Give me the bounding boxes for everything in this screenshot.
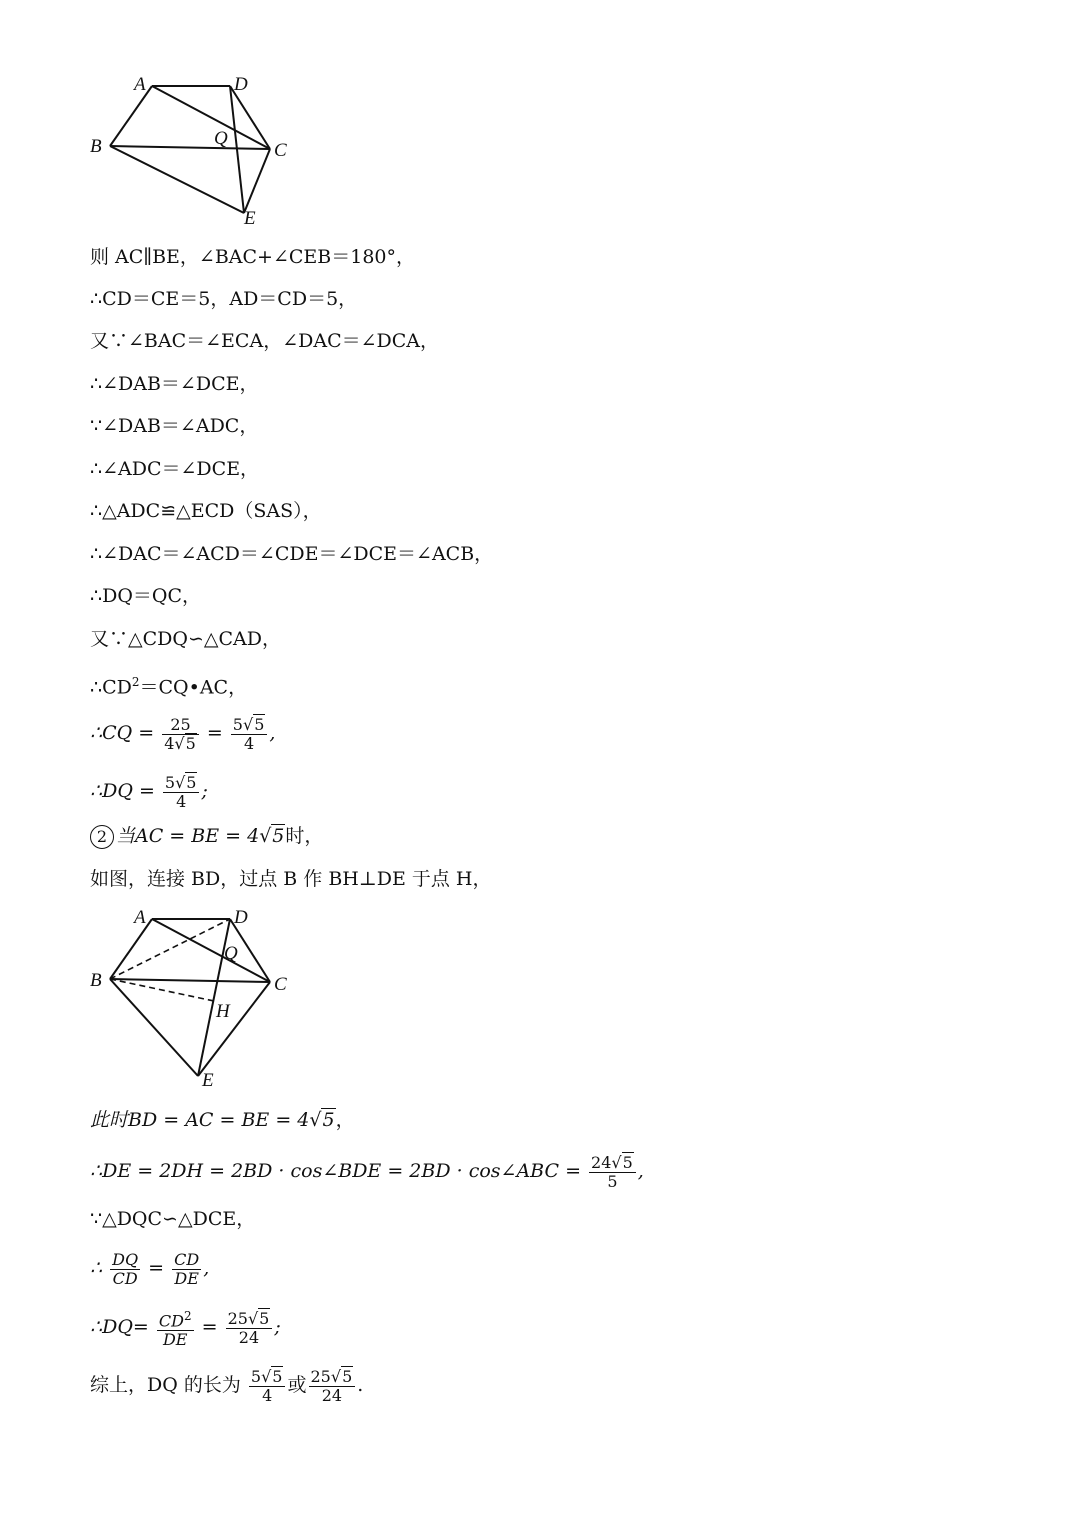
fraction: $\frac{5√5}{4}$ (163, 774, 200, 811)
label-B: B (90, 136, 102, 157)
label-C: C (274, 140, 287, 161)
proof-line-12: ∴CQ = $\frac{25}{4√5}$ = $\frac{5√5}{4}$ , (90, 714, 276, 753)
label-D: D (234, 907, 248, 928)
proof-line-21: 综上，DQ 的长为 $\frac{5√5}{4}$ 或 $\frac{25√5}{24}$ . (90, 1366, 364, 1405)
label-C: C (274, 974, 287, 995)
fraction: $\frac{25}{4√5}$ (162, 716, 199, 753)
proof-line-8: ∴∠DAC＝∠ACD＝∠CDE＝∠DCE＝∠ACB， (90, 543, 494, 565)
circled-number: 2 (90, 825, 114, 849)
proof-line-13: ∴DQ = $\frac{5√5}{4}$ ; (90, 772, 208, 811)
proof-line-1: 则 AC∥BE，∠BAC+∠CEB＝180°， (90, 246, 416, 268)
fraction: $\frac{24√5}{5}$ (589, 1154, 636, 1191)
label-H: H (216, 1001, 230, 1022)
label-B: B (90, 970, 102, 991)
label-Q: Q (224, 943, 238, 964)
proof-line-16: 此时BD = AC = BE = 4√5， (90, 1109, 355, 1131)
proof-line-9: ∴DQ＝QC， (90, 585, 202, 607)
fraction: $\frac{CD^2}{DE}$ (158, 1308, 192, 1350)
proof-line-20: ∴DQ= $\frac{CD^2}{DE}$ = $\frac{25√5}{24}$ ; (90, 1308, 281, 1350)
proof-line-3: 又∵∠BAC＝∠ECA，∠DAC＝∠DCA， (90, 330, 440, 352)
proof-line-6: ∴∠ADC＝∠DCE， (90, 458, 260, 480)
proof-line-10: 又∵△CDQ∽△CAD， (90, 628, 281, 650)
proof-line-17: ∴DE = 2DH = 2BD · cos∠BDE = 2BD · cos∠ABC = $\frac{24√5}{5}$ , (90, 1152, 644, 1191)
label-Q: Q (214, 128, 228, 149)
fraction: $\frac{5√5}{4}$ (249, 1368, 286, 1405)
label-E: E (202, 1070, 214, 1091)
fraction: $\frac{25√5}{24}$ (309, 1368, 356, 1405)
label-A: A (134, 907, 146, 928)
proof-line-14: 2 当AC = BE = 4√5时， (90, 822, 323, 850)
proof-line-19: ∴ $\frac{DQ}{CD}$ = $\frac{CD}{DE}$ , (90, 1249, 210, 1288)
fraction: $\frac{5√5}{4}$ (231, 716, 268, 753)
label-A: A (134, 74, 146, 95)
label-D: D (234, 74, 248, 95)
proof-line-18: ∵△DQC∽△DCE， (90, 1208, 256, 1230)
label-E: E (244, 208, 256, 229)
proof-line-7: ∴△ADC≌△ECD（SAS）， (90, 500, 322, 522)
proof-line-11: $\therefore CD^2=CQ•AC$， (90, 675, 248, 699)
fraction: $\frac{25√5}{24}$ (226, 1310, 273, 1347)
fraction: $\frac{CD}{DE}$ (174, 1249, 200, 1288)
proof-line-2: ∴CD＝CE＝5，AD＝CD＝5， (90, 288, 358, 310)
geometry-figure-2 (88, 903, 298, 1093)
proof-line-15: 如图，连接 BD，过点 B 作 BH⊥DE 于点 H， (90, 868, 492, 890)
geometry-figure-1 (88, 70, 298, 230)
fraction: $\frac{DQ}{CD}$ (112, 1249, 139, 1288)
proof-line-5: ∵∠DAB＝∠ADC， (90, 415, 259, 437)
proof-line-4: ∴∠DAB＝∠DCE， (90, 373, 259, 395)
